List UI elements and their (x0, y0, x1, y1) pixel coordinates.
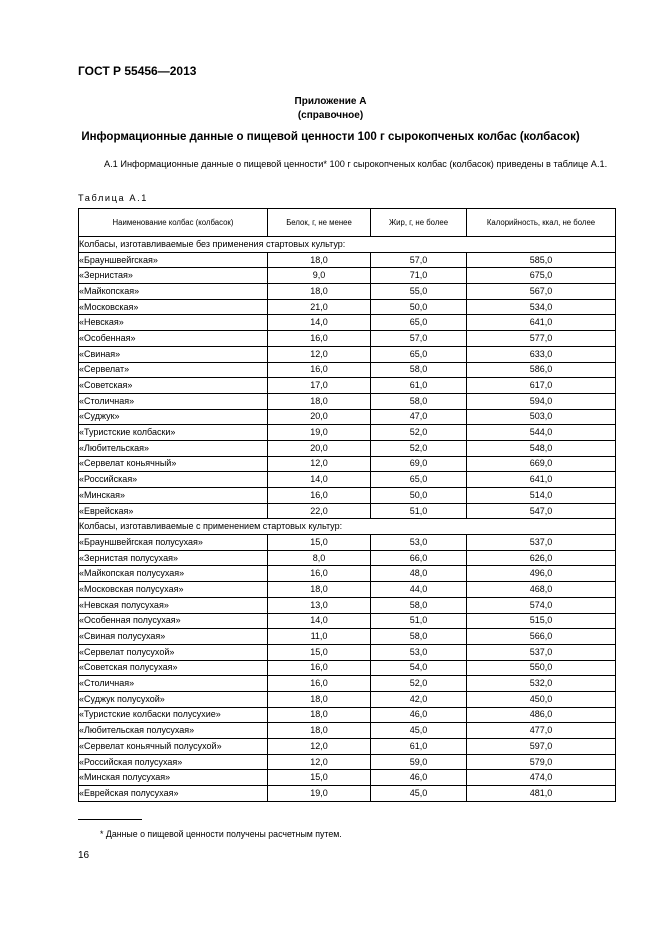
group-title: Колбасы, изготавливаемые без применения стартовых культур: (79, 237, 616, 253)
cell-fat: 44,0 (371, 582, 467, 598)
cell-protein: 18,0 (268, 723, 371, 739)
cell-protein: 16,0 (268, 362, 371, 378)
cell-protein: 9,0 (268, 268, 371, 284)
table-row (79, 691, 616, 707)
table-row (79, 566, 616, 582)
table-row (79, 629, 616, 645)
cell-fat: 69,0 (371, 456, 467, 472)
cell-fat: 45,0 (371, 786, 467, 802)
cell-calories: 617,0 (467, 378, 616, 394)
table-row (79, 440, 616, 456)
cell-calories: 567,0 (467, 284, 616, 300)
cell-calories: 532,0 (467, 676, 616, 692)
table-row (79, 503, 616, 519)
cell-fat: 52,0 (371, 425, 467, 441)
cell-fat: 45,0 (371, 723, 467, 739)
table-row (79, 707, 616, 723)
column-header-protein: Белок, г, не менее (268, 209, 371, 237)
cell-calories: 548,0 (467, 440, 616, 456)
cell-calories: 669,0 (467, 456, 616, 472)
cell-fat: 61,0 (371, 739, 467, 755)
table-row (79, 660, 616, 676)
table-row (79, 613, 616, 629)
cell-protein: 16,0 (268, 331, 371, 347)
cell-calories: 481,0 (467, 786, 616, 802)
cell-protein: 15,0 (268, 535, 371, 551)
cell-fat: 48,0 (371, 566, 467, 582)
footnote-divider (78, 819, 142, 820)
cell-protein: 19,0 (268, 786, 371, 802)
table-row (79, 644, 616, 660)
cell-calories: 574,0 (467, 597, 616, 613)
group-title: Колбасы, изготавливаемые с применением стартовых культур: (79, 519, 616, 535)
cell-name: «Российская» (79, 472, 268, 488)
cell-fat: 57,0 (371, 331, 467, 347)
cell-fat: 58,0 (371, 597, 467, 613)
cell-protein: 15,0 (268, 770, 371, 786)
cell-protein: 20,0 (268, 440, 371, 456)
cell-fat: 58,0 (371, 629, 467, 645)
cell-name: «Столичная» (79, 676, 268, 692)
table-group-row (79, 237, 616, 253)
cell-name: «Майкопская полусухая» (79, 566, 268, 582)
cell-name: «Советская полусухая» (79, 660, 268, 676)
cell-protein: 8,0 (268, 550, 371, 566)
cell-name: «Майкопская» (79, 284, 268, 300)
cell-protein: 18,0 (268, 691, 371, 707)
cell-protein: 14,0 (268, 315, 371, 331)
table-body (79, 237, 616, 802)
page-number: 16 (78, 850, 90, 861)
cell-calories: 477,0 (467, 723, 616, 739)
cell-protein: 18,0 (268, 252, 371, 268)
cell-fat: 71,0 (371, 268, 467, 284)
table-header-row (79, 209, 616, 237)
table-row (79, 425, 616, 441)
table-row (79, 550, 616, 566)
cell-protein: 14,0 (268, 613, 371, 629)
cell-protein: 22,0 (268, 503, 371, 519)
cell-name: «Сервелат полусухой» (79, 644, 268, 660)
cell-protein: 18,0 (268, 393, 371, 409)
cell-name: «Невская» (79, 315, 268, 331)
table-row (79, 488, 616, 504)
cell-protein: 19,0 (268, 425, 371, 441)
table-row (79, 315, 616, 331)
cell-fat: 57,0 (371, 252, 467, 268)
cell-name: «Брауншвейгская полусухая» (79, 535, 268, 551)
cell-fat: 51,0 (371, 613, 467, 629)
cell-calories: 641,0 (467, 472, 616, 488)
table-row (79, 331, 616, 347)
cell-name: «Туристские колбаски полусухие» (79, 707, 268, 723)
appendix-title: Приложение А (294, 96, 367, 107)
cell-protein: 16,0 (268, 676, 371, 692)
cell-fat: 47,0 (371, 409, 467, 425)
cell-name: «Московская полусухая» (79, 582, 268, 598)
table-group-row (79, 519, 616, 535)
cell-name: «Столичная» (79, 393, 268, 409)
cell-name: «Суджук» (79, 409, 268, 425)
column-header-calories: Калорийность, ккал, не более (467, 209, 616, 237)
cell-fat: 50,0 (371, 299, 467, 315)
cell-fat: 50,0 (371, 488, 467, 504)
cell-calories: 515,0 (467, 613, 616, 629)
cell-protein: 14,0 (268, 472, 371, 488)
appendix-subtitle: (справочное) (297, 110, 364, 121)
table-row (79, 378, 616, 394)
cell-protein: 18,0 (268, 284, 371, 300)
cell-protein: 18,0 (268, 707, 371, 723)
table-row (79, 770, 616, 786)
table-row (79, 284, 616, 300)
cell-calories: 544,0 (467, 425, 616, 441)
cell-calories: 594,0 (467, 393, 616, 409)
cell-protein: 17,0 (268, 378, 371, 394)
cell-name: «Минская» (79, 488, 268, 504)
table-row (79, 597, 616, 613)
cell-fat: 59,0 (371, 754, 467, 770)
cell-calories: 633,0 (467, 346, 616, 362)
column-header-fat: Жир, г, не более (371, 209, 467, 237)
cell-fat: 58,0 (371, 362, 467, 378)
cell-protein: 16,0 (268, 660, 371, 676)
cell-calories: 534,0 (467, 299, 616, 315)
table-row (79, 268, 616, 284)
cell-name: «Сервелат коньячный полусухой» (79, 739, 268, 755)
cell-calories: 514,0 (467, 488, 616, 504)
cell-calories: 626,0 (467, 550, 616, 566)
table-row (79, 676, 616, 692)
cell-fat: 65,0 (371, 346, 467, 362)
intro-paragraph: А.1 Информационные данные о пищевой ценности* 100 г сырокопченых колбас (колбасок) приведены в таблице А.1. (104, 159, 608, 169)
table-row (79, 582, 616, 598)
table-row (79, 346, 616, 362)
cell-fat: 66,0 (371, 550, 467, 566)
table-row (79, 472, 616, 488)
cell-fat: 58,0 (371, 393, 467, 409)
document-code: ГОСТ Р 55456—2013 (78, 64, 197, 78)
cell-protein: 15,0 (268, 644, 371, 660)
cell-fat: 42,0 (371, 691, 467, 707)
cell-protein: 11,0 (268, 629, 371, 645)
cell-calories: 486,0 (467, 707, 616, 723)
cell-protein: 12,0 (268, 346, 371, 362)
column-header-name: Наименование колбас (колбасок) (79, 209, 268, 237)
cell-fat: 46,0 (371, 770, 467, 786)
table-row (79, 723, 616, 739)
cell-protein: 20,0 (268, 409, 371, 425)
cell-name: «Брауншвейгская» (79, 252, 268, 268)
cell-name: «Особенная полусухая» (79, 613, 268, 629)
footnote: * Данные о пищевой ценности получены расчетным путем. (100, 829, 342, 839)
cell-calories: 641,0 (467, 315, 616, 331)
cell-protein: 13,0 (268, 597, 371, 613)
cell-calories: 503,0 (467, 409, 616, 425)
cell-protein: 12,0 (268, 739, 371, 755)
cell-protein: 21,0 (268, 299, 371, 315)
cell-name: «Свиная полусухая» (79, 629, 268, 645)
cell-name: «Суджук полусухой» (79, 691, 268, 707)
cell-name: «Особенная» (79, 331, 268, 347)
cell-name: «Советская» (79, 378, 268, 394)
cell-name: «Зернистая полусухая» (79, 550, 268, 566)
cell-name: «Любительская полусухая» (79, 723, 268, 739)
appendix-heading (0, 95, 661, 123)
cell-fat: 51,0 (371, 503, 467, 519)
cell-calories: 586,0 (467, 362, 616, 378)
cell-name: «Туристские колбаски» (79, 425, 268, 441)
table-row (79, 739, 616, 755)
table-caption: Таблица А.1 (78, 193, 148, 203)
table-row (79, 362, 616, 378)
table-row (79, 754, 616, 770)
table-row (79, 252, 616, 268)
cell-calories: 585,0 (467, 252, 616, 268)
cell-calories: 468,0 (467, 582, 616, 598)
cell-calories: 537,0 (467, 535, 616, 551)
table-row (79, 535, 616, 551)
cell-fat: 46,0 (371, 707, 467, 723)
cell-fat: 61,0 (371, 378, 467, 394)
cell-protein: 16,0 (268, 488, 371, 504)
cell-fat: 65,0 (371, 472, 467, 488)
cell-name: «Российская полусухая» (79, 754, 268, 770)
cell-name: «Зернистая» (79, 268, 268, 284)
cell-protein: 12,0 (268, 456, 371, 472)
cell-name: «Невская полусухая» (79, 597, 268, 613)
cell-fat: 55,0 (371, 284, 467, 300)
cell-fat: 54,0 (371, 660, 467, 676)
cell-fat: 53,0 (371, 644, 467, 660)
cell-calories: 496,0 (467, 566, 616, 582)
cell-name: «Еврейская» (79, 503, 268, 519)
cell-name: «Сервелат» (79, 362, 268, 378)
cell-calories: 450,0 (467, 691, 616, 707)
cell-calories: 547,0 (467, 503, 616, 519)
cell-protein: 18,0 (268, 582, 371, 598)
table-row (79, 456, 616, 472)
nutrition-table (78, 208, 616, 802)
table-row (79, 409, 616, 425)
table-row (79, 393, 616, 409)
main-title: Информационные данные о пищевой ценности 100 г сырокопченых колбас (колбасок) (81, 131, 580, 143)
cell-protein: 12,0 (268, 754, 371, 770)
cell-name: «Любительская» (79, 440, 268, 456)
cell-fat: 65,0 (371, 315, 467, 331)
cell-fat: 53,0 (371, 535, 467, 551)
cell-name: «Сервелат коньячный» (79, 456, 268, 472)
cell-name: «Минская полусухая» (79, 770, 268, 786)
cell-calories: 579,0 (467, 754, 616, 770)
cell-calories: 675,0 (467, 268, 616, 284)
cell-protein: 16,0 (268, 566, 371, 582)
cell-calories: 577,0 (467, 331, 616, 347)
cell-name: «Свиная» (79, 346, 268, 362)
cell-fat: 52,0 (371, 440, 467, 456)
table-row (79, 299, 616, 315)
cell-calories: 597,0 (467, 739, 616, 755)
cell-calories: 474,0 (467, 770, 616, 786)
cell-fat: 52,0 (371, 676, 467, 692)
table-row (79, 786, 616, 802)
cell-calories: 566,0 (467, 629, 616, 645)
cell-name: «Московская» (79, 299, 268, 315)
cell-calories: 537,0 (467, 644, 616, 660)
cell-calories: 550,0 (467, 660, 616, 676)
cell-name: «Еврейская полусухая» (79, 786, 268, 802)
